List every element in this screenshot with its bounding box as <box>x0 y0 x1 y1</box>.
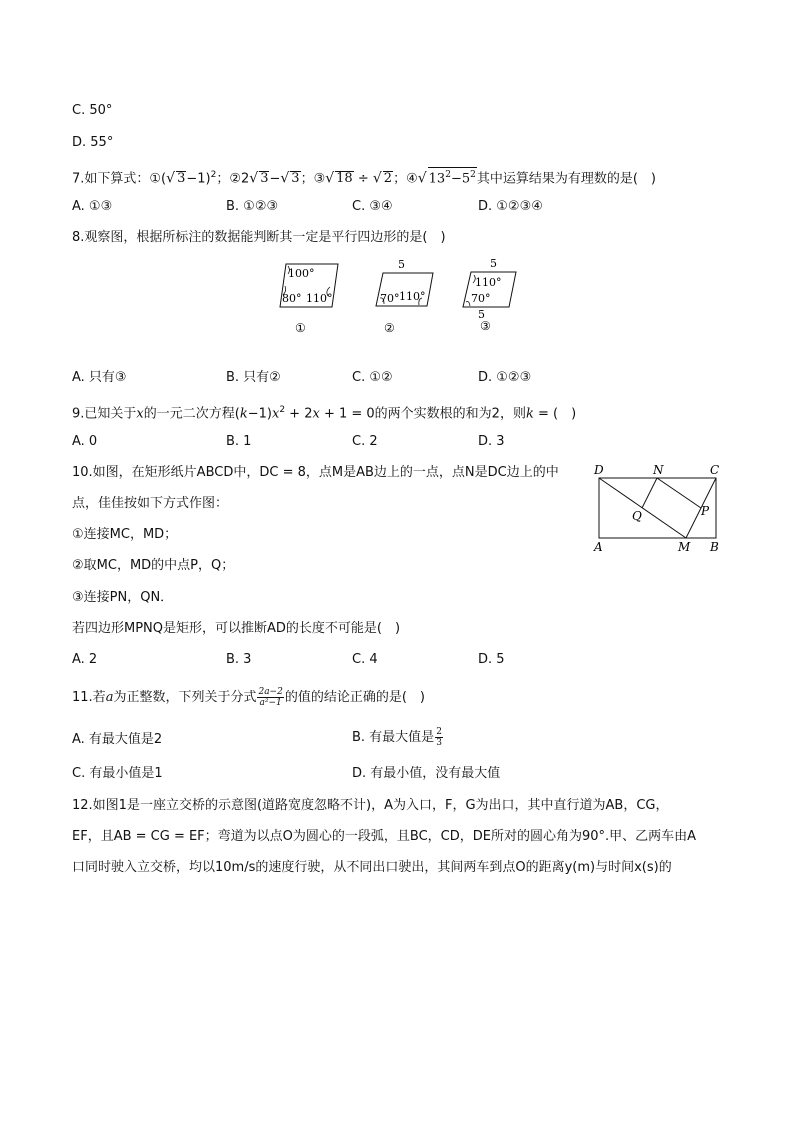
q8-fig2-angle-a: 70° <box>380 292 400 305</box>
q8-fig2-angle-b: 110° <box>399 290 426 303</box>
q9-stem: 9.已知关于x的一元二次方程$(k-1)x^2 + 2x + 1 = 0$的两个实数根的和为2，则k = ( ) <box>72 405 577 422</box>
q7-stem: 7.如下算式：①(√ 3−1)$^2$；②2√ 3−√ 3；③√ 18 ÷ √ 2；④√ $13^2-5^2$其中运算结果为有理数的是( ) <box>72 166 656 188</box>
q9-option-c: C. 2 <box>352 434 378 449</box>
q10-label-m: M <box>678 540 691 554</box>
q10-label-c: C <box>710 463 720 477</box>
q10-line-1: 10.如图，在矩形纸片ABCD中，DC = 8，点M是AB边上的一点，点N是DC边上的中 <box>72 465 559 480</box>
q8-option-c: C. ①② <box>352 370 393 385</box>
q8-option-b: B. 只有② <box>226 370 281 385</box>
q11-option-d: D. 有最小值，没有最大值 <box>352 766 501 781</box>
q12-line-3: 口同时驶入立交桥，均以10m/s的速度行驶，从不同出口驶出，其间两车到点O的距离y(m)与时间x(s)的 <box>72 860 672 875</box>
q9-option-b: B. 1 <box>226 434 252 449</box>
q8-fig3-label: ③ <box>480 319 491 333</box>
q10-line-2: 点，佳佳按如下方式作图： <box>72 496 229 511</box>
q6-option-c: C. 50° <box>72 103 113 118</box>
q8-option-a: A. 只有③ <box>72 370 127 385</box>
q10-label-q: Q <box>632 509 642 523</box>
q8-stem: 8.观察图，根据所标注的数据能判断其一定是平行四边形的是( ) <box>72 230 446 245</box>
q11-stem: 11.若a为正整数，下列关于分式 $\frac{2a-2}{\text{a²−1}}$ 的值的结论正确的是( ) <box>72 687 425 708</box>
q8-fig3-top: 5 <box>490 257 497 270</box>
q8-option-d: D. ①②③ <box>478 370 532 385</box>
q8-fig3-bottom: 5 <box>478 308 485 321</box>
q10-line-4: ②取MC，MD的中点P，Q； <box>72 558 235 573</box>
q10-option-d: D. 5 <box>478 652 505 667</box>
q8-fig1-angle-b: 80° <box>282 292 302 305</box>
q10-option-c: C. 4 <box>352 652 378 667</box>
q12-line-2: EF，且AB = CG = EF；弯道为以点O为圆心的一段弧，且BC，CD，DE所对的圆心角为90°.甲、乙两车由A <box>72 829 697 844</box>
q8-fig3-angle-a: 110° <box>475 276 502 289</box>
q8-fig1-label: ① <box>295 321 306 335</box>
q6-option-d: D. 55° <box>72 135 114 150</box>
q11-fraction: $\frac{2a-2}{\text{a²−1}}$ <box>258 687 283 708</box>
q10-label-b: B <box>710 540 719 554</box>
q9-option-a: A. 0 <box>72 434 98 449</box>
q7-option-b: B. ①②③ <box>226 199 279 214</box>
q10-rectangle-figure <box>588 460 728 556</box>
q7-option-d: D. ①②③④ <box>478 199 543 214</box>
q9-option-d: D. 3 <box>478 434 505 449</box>
q10-line-6: 若四边形MPNQ是矩形，可以推断AD的长度不可能是( ) <box>72 621 401 636</box>
q7-option-c: C. ③④ <box>352 199 393 214</box>
q10-label-a: A <box>594 540 603 554</box>
q8-fig3-angle-b: 70° <box>471 292 491 305</box>
q10-option-a: A. 2 <box>72 652 98 667</box>
q11-option-a: A. 有最大值是2 <box>72 732 163 747</box>
q11-option-c: C. 有最小值是1 <box>72 766 163 781</box>
q12-line-1: 12.如图1是一座立交桥的示意图(道路宽度忽略不计)，A为入口，F，G为出口，其中直行道为AB，CG， <box>72 798 669 813</box>
q10-line-3: ①连接MC，MD； <box>72 527 178 542</box>
q8-fig2-label: ② <box>384 321 395 335</box>
q10-label-p: P <box>701 504 710 518</box>
q8-figures <box>270 252 540 342</box>
q10-line-5: ③连接PN，QN． <box>72 590 174 605</box>
q8-fig1-angle-a: 100° <box>288 267 315 280</box>
q8-fig1-angle-c: 110° <box>306 292 333 305</box>
q7-option-a: A. ①③ <box>72 199 113 214</box>
q10-label-n: N <box>653 463 664 477</box>
q10-label-d: D <box>594 463 604 477</box>
q10-option-b: B. 3 <box>226 652 252 667</box>
q11-option-b: B. 有最大值是 $\frac{2}{3}$ <box>352 727 442 748</box>
q8-fig2-top: 5 <box>398 258 405 271</box>
